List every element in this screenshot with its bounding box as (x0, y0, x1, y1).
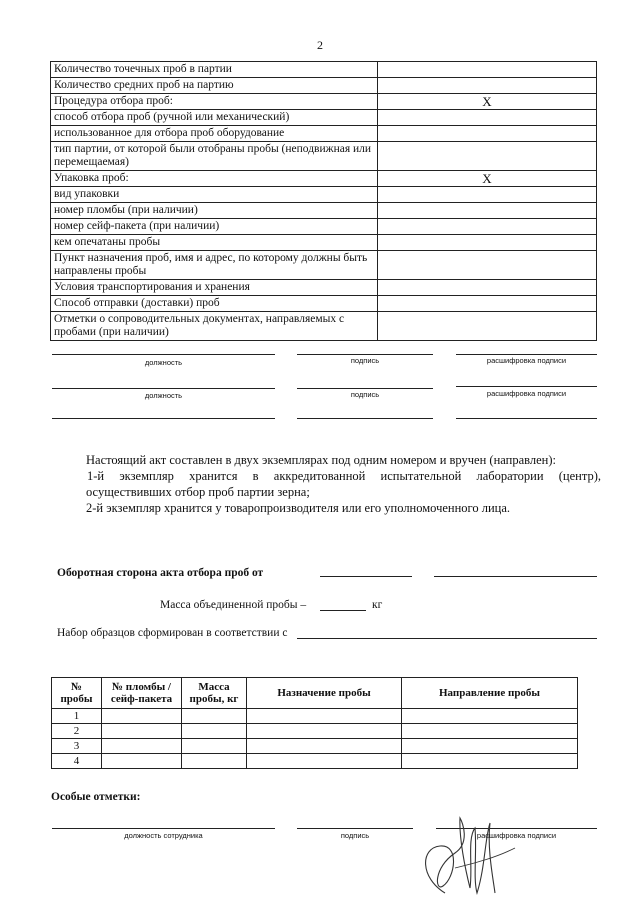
position-caption-1: должность (144, 358, 183, 367)
sample-number-cell: 1 (52, 709, 102, 724)
property-row (51, 94, 597, 110)
act-text-copy1-line1: 1-й экземпляр хранится в аккредитованной испытательной лаборатории (центр), (87, 469, 601, 483)
act-text-line1: Настоящий акт составлен в двух экземплярах под одним номером и вручен (направлен): (86, 453, 556, 467)
property-label: Условия транспортирования и хранения (51, 280, 378, 296)
reverse-date-field[interactable] (320, 576, 412, 577)
col-direction: Направление пробы (402, 678, 578, 709)
special-notes-label: Особые отметки: (51, 791, 141, 803)
sample-cell[interactable] (402, 739, 578, 754)
property-row (51, 251, 597, 280)
sample-cell[interactable] (102, 754, 182, 769)
property-value[interactable] (378, 203, 597, 219)
position-line-2[interactable] (52, 388, 275, 389)
handwritten-signature-icon (415, 808, 535, 898)
sample-cell[interactable] (182, 754, 247, 769)
decoding-caption-1: расшифровка подписи (486, 356, 567, 365)
property-row (51, 78, 597, 94)
sampling-properties-table (50, 61, 597, 341)
property-label: номер пломбы (при наличии) (51, 203, 378, 219)
sample-cell[interactable] (102, 739, 182, 754)
set-label: Набор образцов сформирован в соответствии с (57, 627, 288, 639)
bottom-position-caption: должность сотрудника (124, 831, 203, 840)
position-caption-2: должность (144, 391, 183, 400)
signature-line-2[interactable] (297, 388, 433, 389)
sample-cell[interactable] (247, 724, 402, 739)
sample-cell[interactable] (402, 709, 578, 724)
property-value[interactable] (378, 280, 597, 296)
sample-cell[interactable] (182, 709, 247, 724)
property-label: Упаковка проб: (51, 171, 378, 187)
signature-caption-2: подпись (350, 390, 380, 399)
property-value[interactable] (378, 219, 597, 235)
page-number: 2 (317, 38, 323, 52)
sample-cell[interactable] (402, 754, 578, 769)
property-label: способ отбора проб (ручной или механический) (51, 110, 378, 126)
bottom-decoding-caption: расшифровка подписи (476, 831, 557, 840)
sample-cell[interactable] (402, 724, 578, 739)
act-text-copy1-line2: осуществивших отбор проб партии зерна; (86, 485, 310, 499)
property-label: Пункт назначения проб, имя и адрес, по которому должны быть направлены пробы (51, 251, 378, 280)
mass-label: Масса объединенной пробы – (160, 599, 307, 611)
table-row (52, 724, 578, 739)
property-row (51, 142, 597, 171)
table-row (52, 754, 578, 769)
property-value[interactable]: X (378, 94, 597, 110)
property-label: вид упаковки (51, 187, 378, 203)
col-seal-number: № пломбы / сейф-пакета (102, 678, 182, 709)
property-row (51, 296, 597, 312)
sample-number-cell: 2 (52, 724, 102, 739)
col-mass: Масса пробы, кг (182, 678, 247, 709)
table-row (52, 709, 578, 724)
reverse-heading: Оборотная сторона акта отбора проб от (57, 567, 264, 579)
property-row (51, 235, 597, 251)
property-label: Отметки о сопроводительных документах, направляемых с пробами (при наличии) (51, 312, 378, 341)
table-row (52, 739, 578, 754)
property-row (51, 280, 597, 296)
mass-unit: кг (372, 599, 383, 611)
property-row (51, 203, 597, 219)
signature-line-1[interactable] (297, 354, 433, 355)
property-value[interactable] (378, 251, 597, 280)
property-value[interactable] (378, 78, 597, 94)
set-field[interactable] (297, 638, 597, 639)
bottom-signature-line[interactable] (297, 828, 413, 829)
underline-extra-1 (52, 418, 275, 419)
property-value[interactable] (378, 126, 597, 142)
property-row (51, 219, 597, 235)
property-label: использованное для отбора проб оборудование (51, 126, 378, 142)
sample-cell[interactable] (102, 724, 182, 739)
property-row (51, 312, 597, 341)
act-text-block (86, 452, 601, 516)
sample-cell[interactable] (247, 754, 402, 769)
property-value[interactable] (378, 62, 597, 78)
col-sample-number: № пробы (52, 678, 102, 709)
act-text-copy2: 2-й экземпляр хранится у товаропроизводителя или его уполномоченного лица. (86, 501, 511, 515)
property-label: номер сейф-пакета (при наличии) (51, 219, 378, 235)
property-value[interactable] (378, 296, 597, 312)
property-row (51, 171, 597, 187)
bottom-position-line[interactable] (52, 828, 275, 829)
sample-cell[interactable] (182, 739, 247, 754)
property-label: Процедура отбора проб: (51, 94, 378, 110)
sample-number-cell: 4 (52, 754, 102, 769)
underline-extra-3 (456, 418, 597, 419)
position-line-1[interactable] (52, 354, 275, 355)
sample-number-cell: 3 (52, 739, 102, 754)
property-value[interactable] (378, 110, 597, 126)
property-row (51, 126, 597, 142)
property-label: Способ отправки (доставки) проб (51, 296, 378, 312)
property-value[interactable]: X (378, 171, 597, 187)
reverse-number-field[interactable] (434, 576, 597, 577)
property-value[interactable] (378, 187, 597, 203)
sample-cell[interactable] (247, 739, 402, 754)
property-label: кем опечатаны пробы (51, 235, 378, 251)
property-label: тип партии, от которой были отобраны пробы (неподвижная или перемещаемая) (51, 142, 378, 171)
property-value[interactable] (378, 235, 597, 251)
underline-extra-2 (297, 418, 433, 419)
decoding-line-2[interactable] (456, 386, 597, 387)
col-purpose: Назначение пробы (247, 678, 402, 709)
property-value[interactable] (378, 142, 597, 171)
mass-field[interactable] (320, 610, 366, 611)
bottom-signature-caption: подпись (340, 831, 370, 840)
property-value[interactable] (378, 312, 597, 341)
property-row (51, 187, 597, 203)
decoding-caption-2: расшифровка подписи (486, 389, 567, 398)
property-row (51, 62, 597, 78)
sample-cell[interactable] (247, 709, 402, 724)
decoding-line-1[interactable] (456, 354, 597, 355)
property-label: Количество средних проб на партию (51, 78, 378, 94)
sample-cell[interactable] (102, 709, 182, 724)
property-row (51, 110, 597, 126)
samples-table (51, 677, 578, 769)
property-label: Количество точечных проб в партии (51, 62, 378, 78)
signature-caption-1: подпись (350, 356, 380, 365)
sample-cell[interactable] (182, 724, 247, 739)
